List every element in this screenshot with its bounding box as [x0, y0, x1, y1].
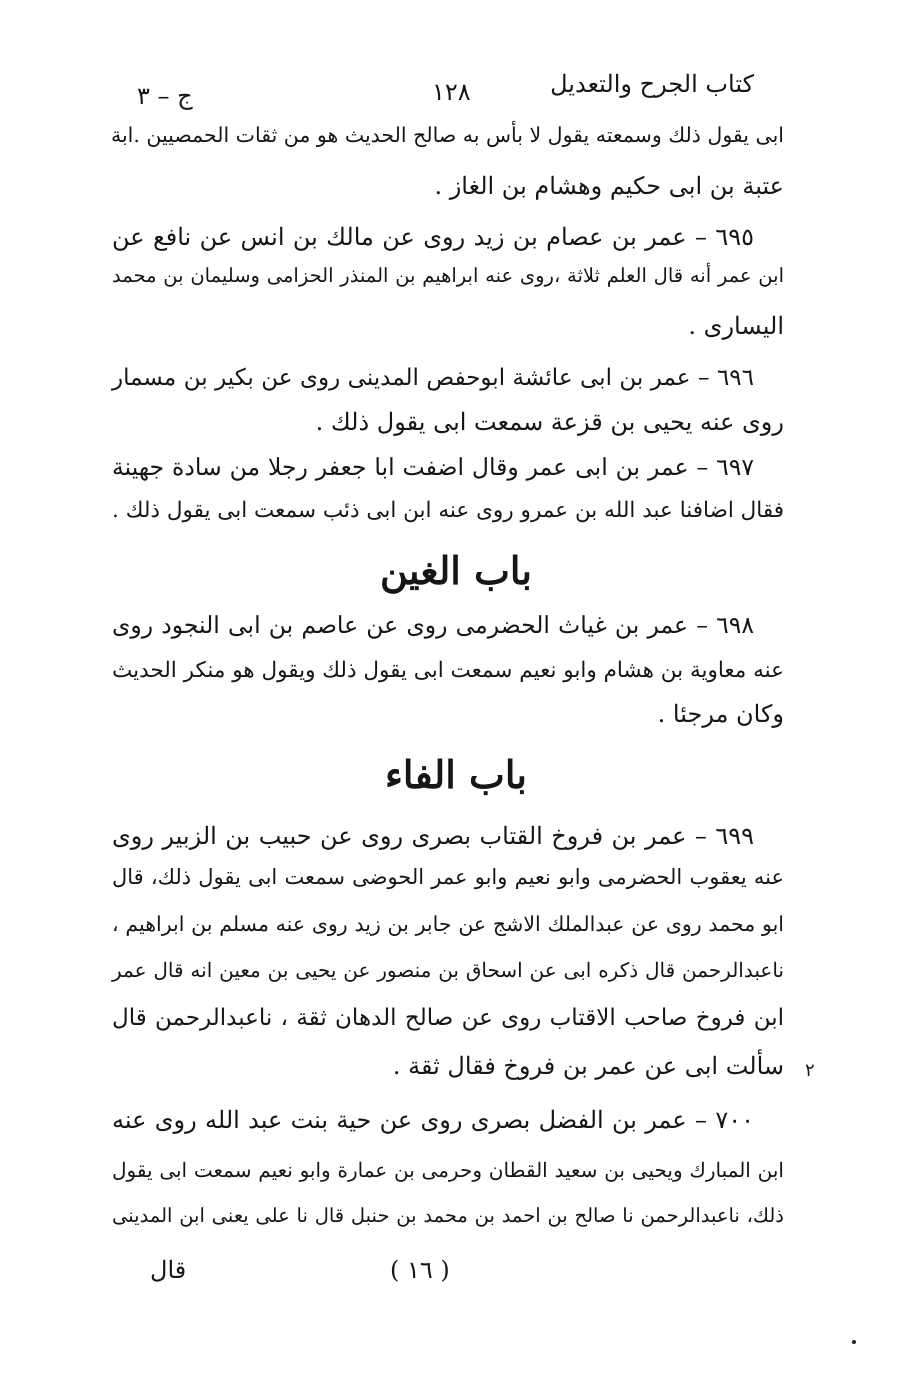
entry-697: ٦٩٧ – عمر بن ابى عمر وقال اضفت ابا جعفر رجلا من سادة جهينة — [112, 453, 754, 481]
book-title: كتاب الجرح والتعديل — [550, 70, 754, 98]
text-line: ابن فروخ صاحب الاقتاب روى عن صالح الدهان ثقة ، ناعبدالرحمن قال — [112, 1005, 784, 1031]
text-line: وكان مرجئا . — [657, 700, 784, 728]
text-line: عنه معاوية بن هشام وابو نعيم سمعت ابى يقول ذلك ويقول هو منكر الحديث — [112, 658, 784, 683]
entry-696: ٦٩٦ – عمر بن ابى عائشة ابوحفص المدينى روى عن بكير بن مسمار — [112, 365, 754, 391]
section-heading-ghain: باب الغين — [379, 548, 533, 593]
text-line: فقال اضافنا عبد الله بن عمرو روى عنه ابن ابى ذئب سمعت ابى يقول ذلك . — [112, 498, 784, 523]
text-line: اليسارى . — [688, 312, 784, 340]
entry-700: ٧٠٠ – عمر بن الفضل بصرى روى عن حية بنت عبد الله روى عنه — [112, 1106, 754, 1134]
entry-698: ٦٩٨ – عمر بن غياث الحضرمى روى عن عاصم بن ابى النجود روى — [112, 611, 754, 639]
text-line: ابو محمد روى عن عبدالملك الاشج عن جابر بن زيد روى عنه مسلم بن ابراهيم ، — [112, 912, 784, 936]
entry-699: ٦٩٩ – عمر بن فروخ القتاب بصرى روى عن حبيب بن الزبير روى — [112, 822, 754, 850]
catchword: قال — [150, 1256, 187, 1284]
signature-mark: ( ١٦ ) — [390, 1256, 450, 1284]
text-line: ابن المبارك ويحيى بن سعيد القطان وحرمى بن عمارة وابو نعيم سمعت ابى يقول — [112, 1158, 784, 1182]
text-line: روى عنه يحيى بن قزعة سمعت ابى يقول ذلك . — [315, 408, 784, 436]
text-line: سألت ابى عن عمر بن فروخ فقال ثقة . — [392, 1052, 784, 1080]
page-number: ١٢٨ — [432, 78, 471, 106]
text-line: عتبة بن ابى حكيم وهشام بن الغاز . — [434, 172, 784, 200]
text-line: ناعبدالرحمن قال ذكره ابى عن اسحاق بن منصور عن يحيى بن معين انه قال عمر — [112, 958, 784, 982]
volume-number: ج – ٣ — [137, 82, 193, 110]
text-line: عنه يعقوب الحضرمى وابو نعيم وابو عمر الحوضى سمعت ابى يقول ذلك، قال — [112, 865, 784, 889]
text-line: ابى يقول ذلك وسمعته يقول لا بأس به صالح الحديث هو من ثقات الحمصيين .ابة — [110, 123, 784, 147]
section-heading-fa: باب الفاء — [385, 752, 527, 797]
margin-number: ٢ — [805, 1060, 815, 1081]
entry-695: ٦٩٥ – عمر بن عصام بن زيد روى عن مالك بن انس عن نافع عن — [112, 223, 754, 251]
print-speck — [852, 1340, 856, 1344]
text-line: ابن عمر أنه قال العلم ثلاثة ،روى عنه ابراهيم بن المنذر الحزامى وسليمان بن محمد — [112, 264, 784, 287]
text-line: ذلك، ناعبدالرحمن نا صالح بن احمد بن محمد بن حنبل قال نا على يعنى ابن المدينى — [112, 1204, 784, 1227]
